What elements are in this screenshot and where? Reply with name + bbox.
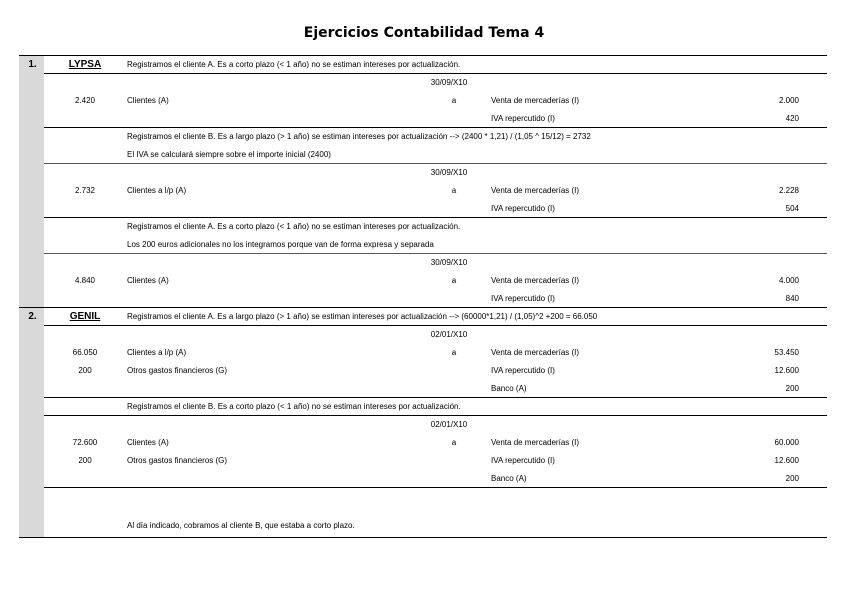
debit-account: Otros gastos financieros (G) bbox=[127, 456, 228, 465]
debit-amount: 2.420 bbox=[74, 96, 96, 105]
credit-amount: 2.000 bbox=[778, 96, 799, 105]
exercise-number: 1. bbox=[28, 59, 37, 70]
credit-account: IVA repercutido (I) bbox=[491, 204, 555, 213]
journal-line bbox=[19, 470, 827, 488]
credit-amount: 2.228 bbox=[778, 186, 799, 195]
debit-amount: 200 bbox=[78, 456, 92, 465]
debit-amount: 2.732 bbox=[74, 186, 96, 195]
note-text: Registramos el cliente A. Es a corto plazo (< 1 año) no se estiman intereses por actualización. bbox=[127, 222, 461, 231]
note-text: Registramos el cliente A. Es a largo plazo (> 1 año) se estiman intereses por actualización --> (60000*1,21) / (1,05)^2 +200 = 66.050 bbox=[127, 312, 598, 321]
journal-line bbox=[19, 434, 827, 452]
credit-amount: 840 bbox=[785, 294, 799, 303]
debit-account: Clientes a l/p (A) bbox=[127, 186, 187, 195]
credit-amount: 12.600 bbox=[774, 456, 799, 465]
debit-account: Clientes (A) bbox=[127, 96, 169, 105]
journal-line bbox=[19, 362, 827, 380]
entry-date: 02/01/X10 bbox=[430, 330, 468, 339]
credit-account: Banco (A) bbox=[491, 384, 527, 393]
exercise-number: 2. bbox=[28, 311, 37, 322]
debit-account: Clientes (A) bbox=[127, 276, 169, 285]
entry-date-row bbox=[19, 164, 827, 182]
exercise-header bbox=[19, 308, 827, 326]
entry-date: 30/09/X10 bbox=[430, 168, 468, 177]
credit-amount: 4.000 bbox=[778, 276, 799, 285]
credit-account: Venta de mercaderías (I) bbox=[491, 186, 580, 195]
entry-date-row bbox=[19, 254, 827, 272]
credit-account: IVA repercutido (I) bbox=[491, 114, 555, 123]
debit-amount: 4.840 bbox=[74, 276, 96, 285]
debit-amount: 200 bbox=[78, 366, 92, 375]
debit-amount: 66.050 bbox=[72, 348, 98, 357]
credit-amount: 420 bbox=[785, 114, 799, 123]
debit-account: Clientes (A) bbox=[127, 438, 169, 447]
a-separator: a bbox=[451, 96, 457, 105]
note-row bbox=[19, 236, 827, 254]
note-row bbox=[19, 398, 827, 416]
a-separator: a bbox=[451, 276, 457, 285]
credit-account: IVA repercutido (I) bbox=[491, 366, 555, 375]
rule bbox=[19, 537, 827, 538]
credit-amount: 504 bbox=[785, 204, 799, 213]
debit-account: Clientes a l/p (A) bbox=[127, 348, 187, 357]
entry-date: 30/09/X10 bbox=[430, 258, 468, 267]
credit-account: IVA repercutido (I) bbox=[491, 456, 555, 465]
credit-amount: 60.000 bbox=[774, 438, 799, 447]
journal-line bbox=[19, 200, 827, 218]
a-separator: a bbox=[451, 348, 457, 357]
company-name: LYPSA bbox=[68, 59, 102, 70]
a-separator: a bbox=[451, 438, 457, 447]
entry-date-row bbox=[19, 74, 827, 92]
footer-note: Al día indicado, cobramos al cliente B, que estaba a corto plazo. bbox=[127, 521, 355, 530]
journal-line bbox=[19, 272, 827, 290]
credit-account: Banco (A) bbox=[491, 474, 527, 483]
a-separator: a bbox=[451, 186, 457, 195]
company-name: GENIL bbox=[69, 311, 101, 322]
journal-sheet bbox=[19, 55, 827, 538]
note-row bbox=[19, 146, 827, 164]
credit-account: Venta de mercaderías (I) bbox=[491, 438, 580, 447]
note-row bbox=[19, 218, 827, 236]
credit-amount: 12.600 bbox=[774, 366, 799, 375]
note-text: Los 200 euros adicionales no los integramos porque van de forma expresa y separada bbox=[127, 240, 434, 249]
credit-amount: 200 bbox=[785, 384, 799, 393]
entry-date-row bbox=[19, 326, 827, 344]
exercise-header bbox=[19, 56, 827, 74]
credit-account: IVA repercutido (I) bbox=[491, 294, 555, 303]
note-text: El IVA se calculará siempre sobre el importe inicial (2400) bbox=[127, 150, 331, 159]
debit-amount: 72.600 bbox=[72, 438, 98, 447]
journal-line bbox=[19, 452, 827, 470]
page-title: Ejercicios Contabilidad Tema 4 bbox=[303, 25, 545, 41]
journal-line bbox=[19, 344, 827, 362]
credit-account: Venta de mercaderías (I) bbox=[491, 96, 580, 105]
credit-account: Venta de mercaderías (I) bbox=[491, 348, 580, 357]
journal-line bbox=[19, 380, 827, 398]
note-text: Registramos el cliente B. Es a largo plazo (> 1 año) se estiman intereses por actualización --> (2400 * 1,21) / (1,05 ^ 15/12) = 2732 bbox=[127, 132, 591, 141]
journal-line bbox=[19, 110, 827, 128]
entry-date: 02/01/X10 bbox=[430, 420, 468, 429]
entry-date-row bbox=[19, 416, 827, 434]
journal-line bbox=[19, 92, 827, 110]
note-row bbox=[19, 517, 827, 535]
credit-amount: 53.450 bbox=[774, 348, 799, 357]
journal-line bbox=[19, 182, 827, 200]
credit-account: Venta de mercaderías (I) bbox=[491, 276, 580, 285]
note-text: Registramos el cliente A. Es a corto plazo (< 1 año) no se estiman intereses por actualización. bbox=[127, 60, 461, 69]
note-text: Registramos el cliente B. Es a corto plazo (< 1 año) no se estiman intereses por actualización. bbox=[127, 402, 461, 411]
note-row bbox=[19, 128, 827, 146]
journal-line bbox=[19, 290, 827, 308]
entry-date: 30/09/X10 bbox=[430, 78, 468, 87]
credit-amount: 200 bbox=[785, 474, 799, 483]
debit-account: Otros gastos financieros (G) bbox=[127, 366, 228, 375]
